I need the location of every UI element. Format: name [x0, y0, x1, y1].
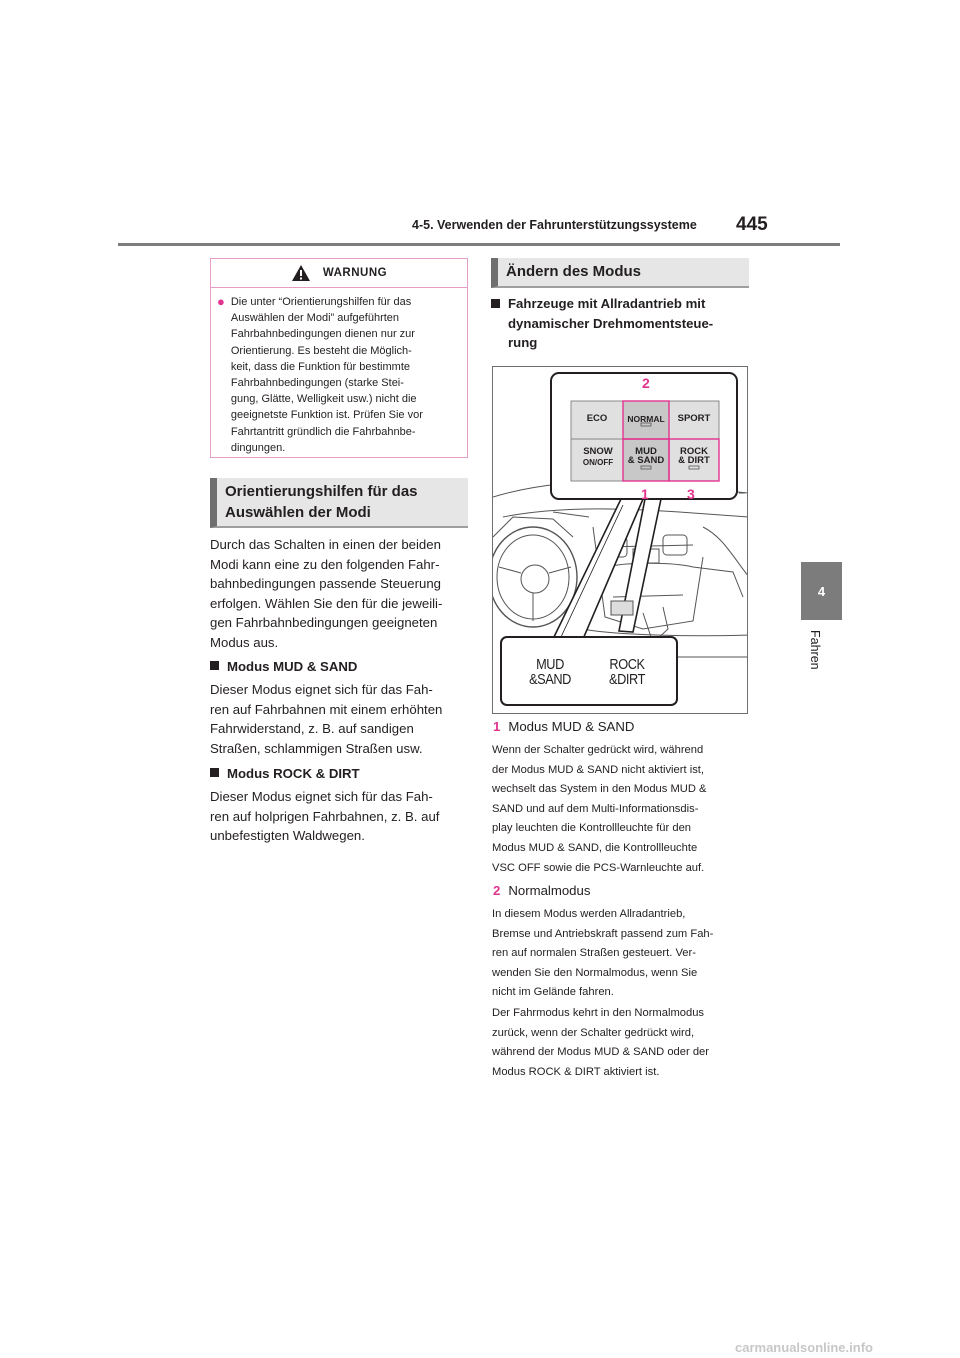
text-line: wechselt das System in den Modus MUD & [492, 783, 707, 796]
text-line: wenden Sie den Normalmodus, wenn Sie [492, 966, 698, 979]
item-number: 1 [493, 719, 501, 734]
mud-button-label: MUD [635, 446, 657, 457]
text-line: VSC OFF sowie die PCS-Warnleuchte auf. [492, 861, 705, 874]
eco-button-label: ECO [586, 413, 608, 424]
text-line: gen Fahrbahnbedingungen geeigneten [210, 615, 438, 630]
zoom-dirt-line: &DIRT [609, 671, 645, 688]
warning-text [231, 294, 423, 456]
normal-button-label: NORMAL [627, 414, 665, 424]
text-line: unbefestigten Waldwegen. [210, 828, 365, 843]
square-bullet-icon [210, 768, 219, 777]
item-2-title [493, 881, 590, 900]
onoff-button-label: ON/OFF [582, 458, 614, 467]
warning-title: WARNUNG [322, 267, 388, 279]
zoom-rock-line: ROCK [609, 656, 645, 673]
subheading-line: dynamischer Drehmomentsteue- [508, 315, 714, 331]
text-line: nicht im Gelände fahren. [492, 986, 614, 999]
intro-paragraph [210, 535, 472, 652]
text-line: In diesem Modus werden Allradantrieb, [492, 908, 686, 920]
snow-button-label: SNOW [583, 446, 613, 457]
warning-line: Fahrbahnbedingungen (starke Stei- [230, 377, 404, 390]
subheading-text: Modus ROCK & DIRT [227, 766, 360, 781]
text-line: SAND und auf dem Multi-Informationsdis- [492, 802, 699, 815]
sand-button-label: & SAND [627, 455, 665, 466]
item-2-description-b [492, 1004, 754, 1082]
chapter-tab-label-text: Fahren [808, 630, 822, 670]
text-line: Dieser Modus eignet sich für das Fah- [210, 789, 433, 804]
square-bullet-icon [491, 299, 500, 308]
warning-line: dingungen. [230, 441, 286, 454]
sport-button-label: SPORT [677, 413, 711, 424]
text-line: play leuchten die Kontrollleuchte für den [492, 822, 692, 835]
subheading-awd [491, 294, 751, 353]
text-line: Fahrwiderstand, z. B. auf sandigen [210, 721, 414, 736]
rock-button-label: ROCK [680, 446, 708, 457]
zoom-mud-line: MUD [536, 656, 564, 673]
subheading-text: Modus MUD & SAND [227, 659, 358, 674]
item-title: Modus MUD & SAND [508, 719, 635, 734]
text-line: Durch das Schalten in einen der beiden [210, 537, 441, 552]
item-number: 2 [493, 883, 501, 898]
heading-line: Auswählen der Modi [225, 503, 371, 521]
text-line: zurück, wenn der Schalter gedrückt wird, [492, 1026, 695, 1039]
text-line: während der Modus MUD & SAND oder der [492, 1046, 710, 1059]
item-1-description [492, 741, 754, 878]
callout-3: 3 [687, 486, 695, 502]
section-heading-orientation [210, 478, 468, 528]
text-line: Straßen, schlammigen Straßen usw. [210, 740, 423, 756]
page-number: 445 [736, 214, 768, 235]
warning-line: Auswählen der Modi” aufgeführten [230, 312, 400, 325]
subheading-line: rung [508, 335, 538, 350]
section-title: 4-5. Verwenden der Fahrunterstützungssysteme [412, 218, 697, 232]
mode-switch-figure [492, 366, 748, 714]
text-line: ren auf holprigen Fahrbahnen, z. B. auf [210, 808, 440, 824]
text-line: erfolgen. Wählen Sie den für die jeweili- [210, 595, 443, 611]
text-line: Dieser Modus eignet sich für das Fah- [210, 682, 433, 697]
site-watermark: carmanualsonline.info [735, 1340, 873, 1355]
header-divider [118, 243, 840, 246]
warning-body [211, 288, 467, 456]
text-line: Modus MUD & SAND, die Kontrollleuchte [492, 841, 698, 854]
chapter-tab-number: 4 [801, 562, 842, 620]
zoom-mud-label [529, 657, 572, 687]
square-bullet-icon [210, 661, 219, 670]
warning-header [211, 259, 467, 288]
item-1-title [493, 717, 634, 736]
subheading-rock-dirt [210, 764, 360, 784]
mud-sand-paragraph [210, 680, 472, 758]
warning-line: Orientierung. Es besteht die Möglich- [230, 344, 412, 357]
heading-line: Ändern des Modus [506, 263, 642, 280]
warning-line: Die unter “Orientierungshilfen für das [230, 296, 412, 308]
callout-1: 1 [641, 486, 649, 502]
warning-line: Fahrtantritt gründlich die Fahrbahnbe- [230, 425, 416, 438]
zoom-rock-label [605, 657, 649, 687]
subheading-mud-sand [210, 657, 357, 677]
warning-line: keit, dass die Funktion für bestimmte [230, 360, 410, 373]
text-line: ren auf Fahrbahnen mit einem erhöhten [210, 701, 443, 717]
text-line: Modi kann eine zu den folgenden Fahr- [210, 556, 440, 572]
item-title: Normalmodus [508, 883, 591, 898]
warning-line: geeignetste Funktion ist. Prüfen Sie vor [230, 409, 423, 422]
text-line: bahnbedingungen passende Steuerung [210, 576, 441, 591]
text-line: der Modus MUD & SAND nicht aktiviert ist, [492, 763, 704, 776]
text-line: Modus ROCK & DIRT aktiviert ist. [492, 1065, 660, 1078]
section-heading-change-mode [491, 258, 749, 288]
text-line: Der Fahrmodus kehrt in den Normalmodus [492, 1007, 705, 1019]
warning-box [210, 258, 468, 458]
text-line: Bremse und Antriebskraft passend zum Fah- [492, 927, 714, 940]
bullet-icon: ● [217, 294, 225, 309]
heading-line: Orientierungshilfen für das [225, 483, 418, 500]
warning-line: gung, Glätte, Welligkeit usw.) nicht die [230, 393, 417, 406]
warning-line: Fahrbahnbedingungen dienen nur zur [230, 328, 415, 341]
zoom-sand-line: &SAND [529, 671, 571, 688]
callout-2: 2 [642, 375, 650, 391]
dirt-button-label: & DIRT [678, 455, 710, 466]
warning-triangle-icon [291, 264, 311, 282]
item-2-description-a [492, 905, 754, 1003]
chapter-tab-label [797, 630, 847, 690]
rock-dirt-paragraph [210, 787, 472, 846]
subheading-line: Fahrzeuge mit Allradantrieb mit [508, 296, 706, 311]
text-line: Wenn der Schalter gedrückt wird, während [492, 744, 704, 756]
text-line: Modus aus. [210, 634, 279, 650]
text-line: ren auf normalen Straßen gesteuert. Ver- [492, 947, 696, 960]
